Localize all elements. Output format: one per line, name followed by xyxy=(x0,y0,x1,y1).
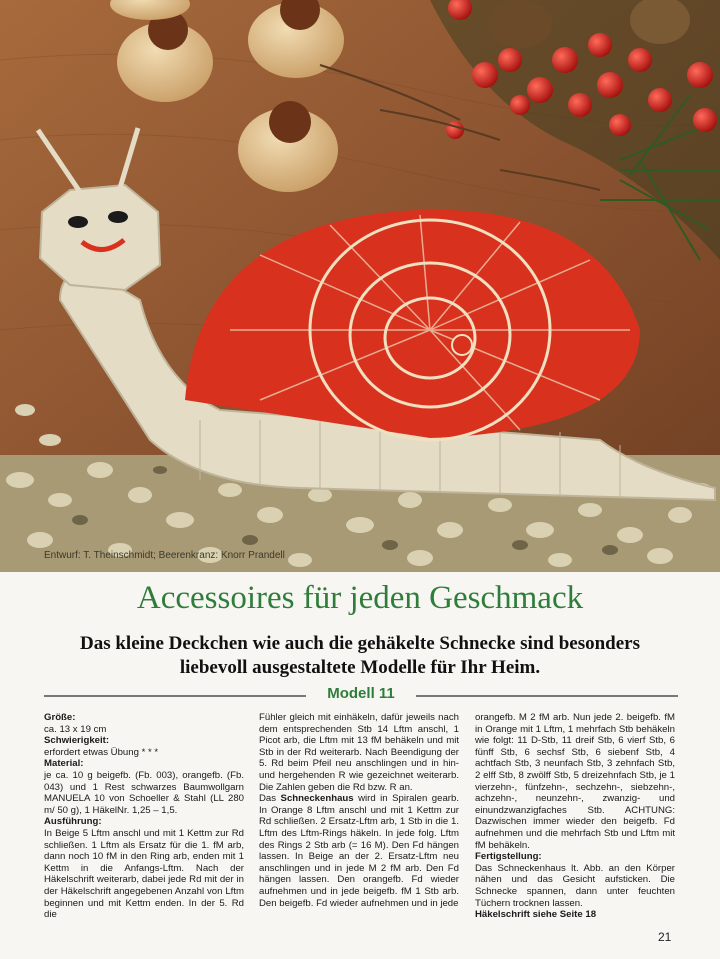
page-subtitle: Das kleine Deckchen wie auch die gehäkelte Schnecke sind besonders liebevoll ausgestaltete Modelle für Ihr Heim. xyxy=(80,633,640,678)
difficulty-heading: Schwierigkeit: xyxy=(44,735,110,747)
model-heading-row xyxy=(44,685,678,705)
stitch-text: orangefb. M 2 fM arb. Nun jede 2. beigefb. fM in Orange mit 1 Lftm, 1 mehrfach Stb behäkeln wie folgt: 11 D-Stb, 11 dreif Stb, 6 vierf Stb, 6 fünff Stb, 6 sechsf Stb, 6 siebenf Stb, 4 achtfach Stb, 3 neunfach Stb, 3 zehnfach Stb, 2 elff Stb, 8 zwölff Stb, 5 dreizehnfach Stb, je 1 vierzehn-, fünfzehn-, sechzehn-, siebzehn-, achzehn-, neunzehn-, zwanzig- und einundzwanzigfaches Stb. ACHTUNG: Dazwischen immer wieder den beigefb. Fd aufnehmen und die mehrfach Stb und Lftm mit fM behäkeln. xyxy=(475,712,675,851)
page-headline: Accessoires für jeden Geschmack xyxy=(136,580,584,616)
rule-right xyxy=(416,695,678,697)
size-text: ca. 13 x 19 cm xyxy=(44,723,107,735)
material-text: je ca. 10 g beigefb. (Fb. 003), orangefb. (Fb. 043) und 1 Rest schwarzes Baumwollgarn MANUELA 10 von Schoeller & Stahl (LL 280 m/ 50 g), 1 HäkelNr. 1,25 – 1,5. xyxy=(44,769,244,816)
finishing-heading: Fertigstellung: xyxy=(475,851,542,863)
column-2 xyxy=(259,712,459,909)
photo-credit: Entwurf: T. Theinschmidt; Beerenkranz: Knorr Prandell xyxy=(44,550,285,561)
execution-heading: Ausführung: xyxy=(44,816,102,828)
page-number: 21 xyxy=(658,930,672,944)
size-heading: Größe: xyxy=(44,712,76,723)
shell-text: Das Schneckenhaus wird in Spiralen gearb. In Orange 8 Lftm anschl und mit 1 Kettm zur Rd schließen. 2 Ersatz-Lftm arb, 1 Stb in die 1. Lftm des Lftm-Rings häkeln. In jede folg. Lftm des Rings 2 Stb arb (= 16 M). Den Fd hängen lassen. In Beige an der 2. Ersatz-Lftm neu anschlingen und in jede M 2 fM arb. Den Fd hängen lassen. Den orangefb. Fd wieder aufnehmen und in jede beigefb. fM 1 Stb arb. Den beigefb. Fd wieder aufnehmen und in jede xyxy=(259,793,459,909)
execution-text: In Beige 5 Lftm anschl und mit 1 Kettm zur Rd schließen. 1 Lftm als Ersatz für die 1. fM arb, dann noch 10 fM in den Ring arb, enden mit 1 Kettm in die Anfangs-Lftm. Nach der Häkelschrift weiterarb, dabei jede Rd mit der in der Häkelschrift angegebenen Anzahl von Lftm beginnen und mit Kettm enden. In der 5. Rd die xyxy=(44,827,244,921)
column-1 xyxy=(44,712,244,921)
model-title: Modell 11 xyxy=(327,685,395,702)
finishing-text: Das Schneckenhaus lt. Abb. an den Körper nähen und das Gesicht aufsticken. Die Schnecke spannen, dann unter feuchten Tüchern trocknen lassen. xyxy=(475,862,675,909)
difficulty-text: erfordert etwas Übung * * * xyxy=(44,746,159,758)
antenna-text: Fühler gleich mit einhäkeln, dafür jeweils nach dem entsprechenden Stb 14 Lftm anschl, 1 Picot arb, die Lftm mit 13 fM behäkeln und mit Stb in der Rd weiterarb. Nach Beendigung der 5. Rd beim Pfeil neu anschlingen und in hin- und hergehenden R wie gezeichnet weiterarb. Die Zahlen geben die Rd bzw. R an. xyxy=(259,712,459,793)
material-heading: Material: xyxy=(44,758,84,770)
column-3 xyxy=(475,712,675,921)
chart-reference: Häkelschrift siehe Seite 18 xyxy=(475,909,597,921)
